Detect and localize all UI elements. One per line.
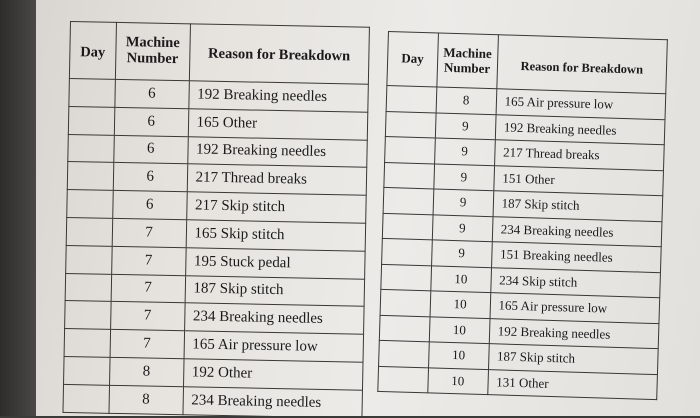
machine-number-cell: 6	[112, 191, 186, 220]
machine-number-cell: 10	[430, 291, 491, 318]
reason-header: Reason for Breakdown	[496, 35, 667, 94]
machine-number-header: Machine Number	[437, 33, 499, 89]
reason-cell: 192 Breaking needles	[495, 114, 665, 145]
reason-cell: 165 Air pressure low	[496, 89, 666, 120]
page-shadow	[0, 0, 36, 416]
machine-number-cell: 10	[428, 342, 489, 369]
day-cell	[385, 111, 435, 138]
header-row	[69, 22, 369, 85]
machine-number-cell: 6	[114, 135, 188, 164]
table-row	[63, 384, 362, 418]
day-cell	[68, 106, 114, 135]
machine-number-cell: 6	[115, 79, 189, 108]
reason-cell: 195 Stuck pedal	[185, 248, 365, 279]
machine-number-cell: 10	[429, 316, 490, 343]
day-cell	[385, 136, 435, 163]
day-cell	[378, 366, 428, 393]
reason-cell: 234 Skip stitch	[490, 267, 660, 298]
machine-number-cell: 9	[432, 214, 493, 241]
reason-cell: 217 Thread breaks	[187, 164, 367, 195]
reason-cell: 165 Skip stitch	[186, 220, 366, 251]
machine-number-cell: 6	[114, 107, 188, 136]
reason-cell: 192 Breaking needles	[489, 318, 659, 349]
reason-cell: 187 Skip stitch	[488, 344, 658, 375]
machine-number-header: Machine Number	[115, 22, 190, 80]
day-cell	[69, 78, 115, 107]
day-cell	[66, 245, 112, 274]
machine-number-cell: 6	[113, 163, 187, 192]
reason-cell: 151 Breaking needles	[491, 242, 661, 273]
breakdown-table-right	[377, 31, 668, 400]
day-cell	[68, 134, 114, 163]
day-cell	[382, 238, 432, 265]
reason-cell: 131 Other	[487, 369, 657, 400]
machine-number-cell: 7	[111, 274, 185, 303]
machine-number-cell: 9	[433, 189, 494, 216]
machine-number-cell: 9	[434, 138, 495, 165]
day-cell	[383, 187, 433, 214]
day-cell	[65, 273, 111, 302]
reason-header: Reason for Breakdown	[189, 24, 370, 84]
reason-cell: 192 Other	[183, 359, 363, 390]
day-cell	[66, 217, 112, 246]
day-cell	[379, 315, 429, 342]
reason-cell: 187 Skip stitch	[185, 275, 365, 306]
day-header: Day	[69, 22, 116, 80]
reason-cell: 151 Other	[493, 165, 663, 196]
reason-cell: 234 Breaking needles	[184, 303, 364, 334]
machine-number-cell: 8	[109, 357, 183, 386]
day-cell	[64, 329, 110, 358]
reason-cell: 165 Other	[188, 109, 368, 140]
reason-cell: 165 Air pressure low	[490, 293, 660, 324]
machine-number-cell: 8	[436, 87, 497, 114]
machine-number-cell: 10	[427, 367, 488, 394]
machine-number-cell: 7	[111, 246, 185, 275]
machine-number-cell: 8	[109, 385, 183, 414]
day-cell	[381, 264, 431, 291]
reason-cell: 192 Breaking needles	[188, 81, 368, 112]
reason-cell: 217 Skip stitch	[186, 192, 366, 223]
machine-number-cell: 7	[112, 218, 186, 247]
reason-cell: 192 Breaking needles	[187, 136, 367, 167]
day-cell	[67, 190, 113, 219]
day-cell	[63, 384, 109, 413]
day-header: Day	[387, 32, 438, 87]
day-cell	[384, 162, 434, 189]
machine-number-cell: 9	[435, 112, 496, 139]
day-cell	[65, 301, 111, 330]
machine-number-cell: 7	[110, 330, 184, 359]
machine-number-cell: 10	[430, 265, 491, 292]
reason-cell: 165 Air pressure low	[184, 331, 364, 362]
day-cell	[64, 356, 110, 385]
header-row	[387, 32, 667, 94]
reason-cell: 217 Thread breaks	[494, 140, 664, 171]
day-cell	[380, 289, 430, 316]
reason-cell: 234 Breaking needles	[492, 216, 662, 247]
breakdown-table-left	[62, 21, 369, 418]
day-cell	[382, 213, 432, 240]
machine-number-cell: 9	[434, 163, 495, 190]
day-cell	[379, 340, 429, 367]
machine-number-cell: 9	[431, 240, 492, 267]
day-cell	[386, 85, 436, 112]
machine-number-cell: 7	[110, 302, 184, 331]
reason-cell: 187 Skip stitch	[493, 191, 663, 222]
reason-cell: 234 Breaking needles	[183, 387, 363, 418]
day-cell	[67, 162, 113, 191]
